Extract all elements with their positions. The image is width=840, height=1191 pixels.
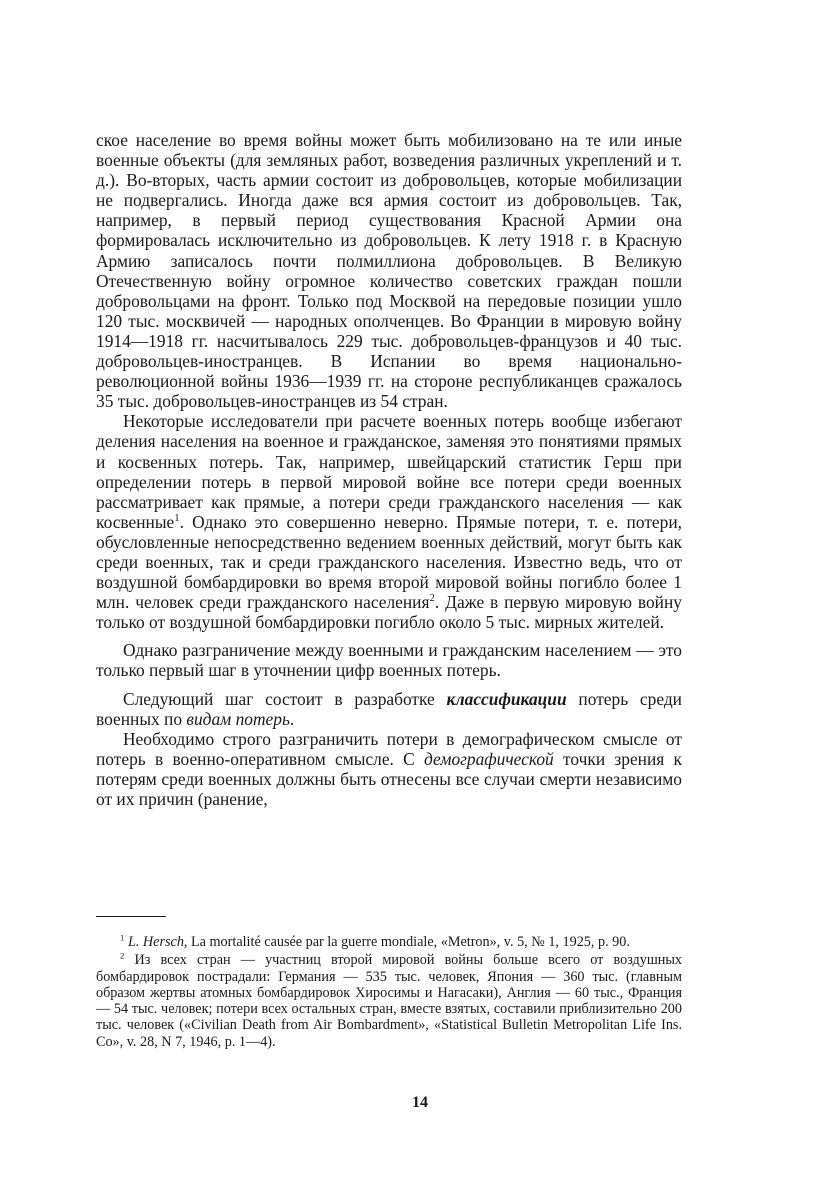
paragraph-5-text-a: Необходимо строго разграничить потери в демографическом смысле от потерь в военно-оперативном смысле. С: [96, 728, 682, 769]
paragraph-1: [96, 130, 682, 411]
paragraph-2-text-c: . Даже в первую мировую войну только от воздушной бомбардировки погибло около 5 тыс. мирных жителей.: [96, 592, 682, 633]
footnote-ref-1: 1: [174, 511, 180, 524]
paragraph-2: [96, 411, 682, 632]
footnote-1-text: , La mortalité causée par la guerre mondiale, «Metron», v. 5, № 1, 1925, p. 90.: [183, 934, 630, 950]
footnote-ref-2: 2: [429, 592, 435, 605]
main-text: [96, 130, 682, 809]
paragraph-4-text-c: .: [289, 708, 295, 729]
paragraph-4-text-a: Следующий шаг состоит в разработке: [123, 688, 447, 709]
paragraph-5-text-b: точки зрения к потерям среди военных должны быть отнесены все случаи смерти независимо от их причин (ранение,: [96, 748, 682, 809]
paragraph-4-emphasis-2: видам потерь: [186, 708, 290, 729]
paragraph-5: [96, 729, 682, 809]
footnote-2-mark: 2: [120, 950, 125, 961]
paragraph-2-text-b: . Однако это совершенно неверно. Прямые потери, т. е. потери, обусловленные непосредственно ведением военных действий, могут быть как среди военных, так и среди гражданского населения. Известно ведь, что от воздушной бомбардировки во время второй мировой войны погибло более 1 млн. человек среди гражданского населения: [96, 511, 682, 613]
footnotes: [96, 934, 682, 1050]
paragraph-2-text-a: Некоторые исследователи при расчете военных потерь вообще избегают деления населения на военное и гражданское, заменяя это понятиями прямых и косвенных потерь. Так, например, швейцарский статистик Герш при определении потерь в первой мировой войне все потери среди военных рассматривает как прямые, а потери среди гражданского населения — как косвенные: [96, 411, 682, 532]
footnote-1-author: L. Hersch: [127, 934, 184, 950]
paragraph-3-text: Однако разграничение между военными и гражданским населением — это только первый шаг в уточнении цифр военных потерь.: [96, 640, 682, 681]
paragraph-1-text: ское население во время войны может быть мобилизовано на те или иные военные объекты (для земляных работ, возведения различных укреплений и т. д.). Во-вторых, часть армии состоит из добровольцев, которые мобилизации не подвергались. Иногда даже вся армия состоит из добровольцев. Так, например, в первый период существования Красной Армии она формировалась исключительно из добровольцев. К лету 1918 г. в Красную Армию записалось почти полмиллиона добровольцев. В Великую Отечественную войну огромное количество советских граждан пошли добровольцами на фронт. Только под Москвой на передовые позиции ушло 120 тыс. москвичей — народных ополченцев. Во Франции в мировую войну 1914—1918 гг. насчитывалось 229 тыс. добровольцев-французов и 40 тыс. добровольцев-иностранцев. В Испании во время национально-революционной войны 1936—1939 гг. на стороне республиканцев сражалось 35 тыс. добровольцев-иностранцев из 54 стран.: [96, 130, 682, 412]
paragraph-4-text-b: потерь среди военных по: [96, 688, 682, 729]
paragraph-4-emphasis-1: классификации: [446, 688, 567, 709]
footnote-1-mark: 1: [120, 932, 125, 943]
footnote-2: [96, 952, 682, 1050]
paragraph-3: [96, 640, 682, 680]
paragraph-4: [96, 689, 682, 729]
paragraph-5-emphasis: демографической: [424, 748, 554, 769]
footnote-2-text: Из всех стран — участниц второй мировой войны больше всего от воздушных бомбардировок пострадали: Германия — 535 тыс. человек, Япония — 360 тыс. (главным образом жертвы атомных бомбардировок Хиросимы и Нагасаки), Англия — 60 тыс., Франция — 54 тыс. человек; потери всех остальных стран, вместе взятых, составили приблизительно 200 тыс. человек («Civilian Death from Air Bombardment», «Statistical Bulletin Metropolitan Life Ins. Co», v. 28, N 7, 1946, p. 1—4).: [96, 952, 682, 1050]
footnote-1: [96, 934, 682, 950]
footnote-divider: [96, 916, 166, 917]
page-number: 14: [412, 1094, 428, 1111]
